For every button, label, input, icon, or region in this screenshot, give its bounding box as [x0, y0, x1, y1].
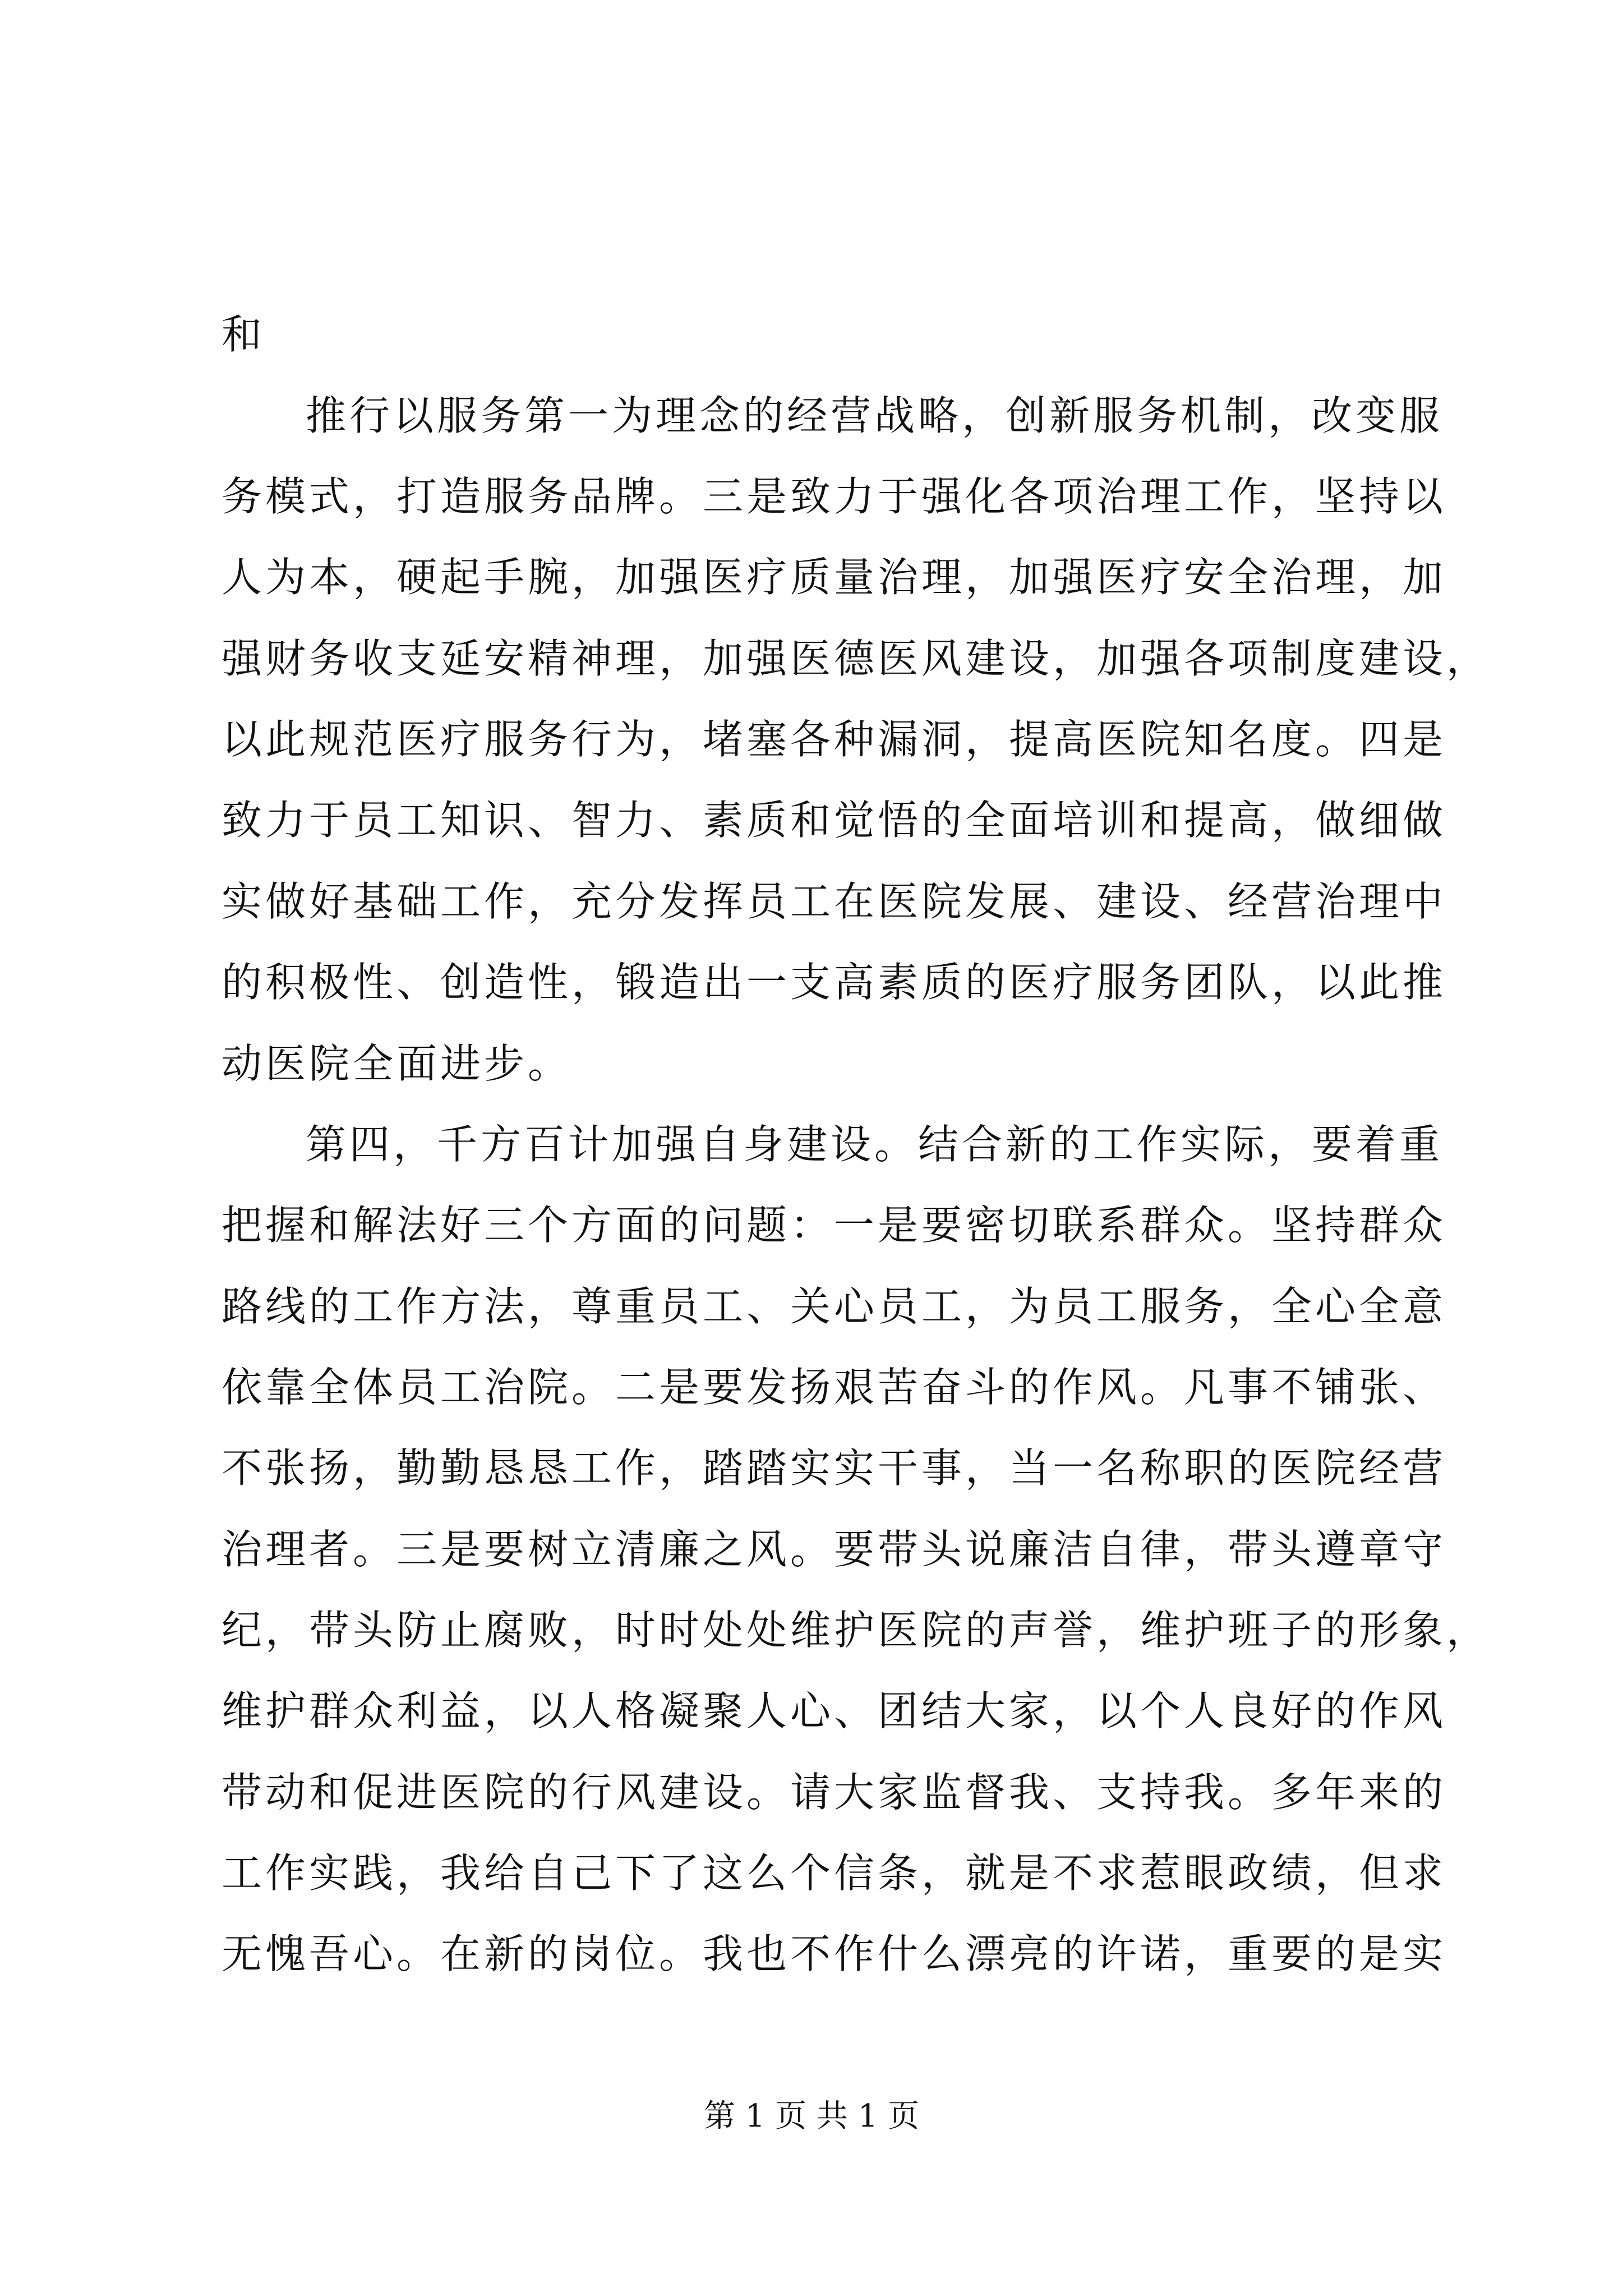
- text-line-10: 动医院全面进步。: [222, 1040, 572, 1087]
- text-line-20: 工作实践，我给自己下了这么个信条，就是不求惹眼政绩，但求: [222, 1849, 1447, 1897]
- text-line-1: 和: [222, 311, 266, 358]
- text-line-15: 不张扬，勤勤恳恳工作，踏踏实实干事，当一名称职的医院经营: [222, 1444, 1447, 1492]
- text-line-7: 致力于员工知识、智力、素质和觉悟的全面培训和提高，做细做: [222, 797, 1447, 844]
- text-line-18: 维护群众利益，以人格凝聚人心、团结大家，以个人良好的作风: [222, 1687, 1447, 1734]
- text-line-12: 把握和解法好三个方面的问题：一是要密切联系群众。坚持群众: [222, 1202, 1447, 1249]
- text-line-3: 务模式，打造服务品牌。三是致力于强化各项治理工作，坚持以: [222, 473, 1447, 520]
- text-line-11: 第四，千方百计加强自身建设。结合新的工作实际，要着重: [306, 1121, 1444, 1168]
- text-line-14: 依靠全体员工治院。二是要发扬艰苦奋斗的作风。凡事不铺张、: [222, 1364, 1447, 1411]
- text-line-19: 带动和促进医院的行风建设。请大家监督我、支持我。多年来的: [222, 1769, 1447, 1816]
- text-line-5: 强财务收支延安精神理，加强医德医风建设，加强各项制度建设，: [222, 635, 1491, 682]
- text-line-2: 推行以服务第一为理念的经营战略，创新服务机制，改变服: [306, 392, 1444, 439]
- text-line-21: 无愧吾心。在新的岗位。我也不作什么漂亮的许诺，重要的是实: [222, 1930, 1447, 1977]
- text-line-4: 人为本，硬起手腕，加强医疗质量治理，加强医疗安全治理，加: [222, 554, 1447, 601]
- page-number-footer: 第 1 页 共 1 页: [703, 2098, 920, 2134]
- text-line-16: 治理者。三是要树立清廉之风。要带头说廉洁自律，带头遵章守: [222, 1526, 1447, 1573]
- text-line-8: 实做好基础工作，充分发挥员工在医院发展、建设、经营治理中: [222, 878, 1447, 925]
- text-line-17: 纪，带头防止腐败，时时处处维护医院的声誉，维护班子的形象，: [222, 1607, 1491, 1654]
- text-line-13: 路线的工作方法，尊重员工、关心员工，为员工服务，全心全意: [222, 1283, 1447, 1330]
- text-line-9: 的积极性、创造性，锻造出一支高素质的医疗服务团队，以此推: [222, 959, 1447, 1006]
- text-line-6: 以此规范医疗服务行为，堵塞各种漏洞，提高医院知名度。四是: [222, 716, 1447, 763]
